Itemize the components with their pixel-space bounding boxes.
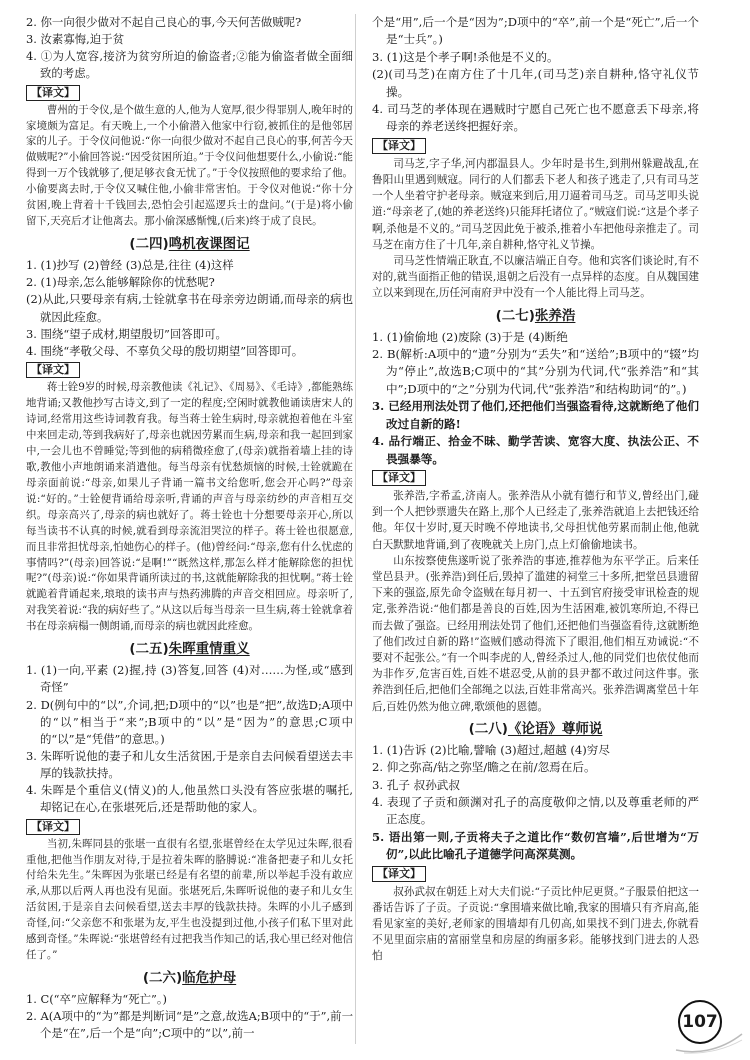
- translation-tag: 【译文】: [372, 470, 426, 486]
- answer-item: 4. 表现了子贡和颜渊对孔子的高度敬仰之情,以及尊重老师的严正态度。: [372, 794, 699, 827]
- translation-tag-row: [372, 468, 699, 488]
- answer-item: 1. (1)抄写 (2)曾经 (3)总是,往往 (4)这样: [26, 258, 234, 273]
- translation-tag-row: [26, 83, 353, 103]
- answer-item: 1. C(“卒”应解释为“死亡”。): [26, 992, 168, 1007]
- answer-item: 4. 围绕“孝敬父母、不辜负父母的殷切期望”回答即可。: [26, 343, 304, 358]
- answer-item: (2)从此,只要母亲有病,士铨就拿书在母亲旁边朗诵,而母亲的病也就因此痊愈。: [26, 292, 353, 324]
- answer-item: 4. ①为人宽容,接济为贫穷所迫的偷盗者;②能为偷盗者做全面细致的考虑。: [26, 49, 353, 81]
- section-title: 《论语》尊师说: [507, 720, 603, 737]
- section-title: 朱晖重情重义: [168, 641, 250, 658]
- translation-paragraph: 叔孙武叔在朝廷上对大夫们说:“子贡比仲尼更贤。”子服景伯把这一番话告诉了子贡。子贡说:“拿围墙来做比喻,我家的围墙只有齐肩高,能看见家室的美好,老师家的围墙却有几仞高,如果找不到门进去,你就看不见里面宗庙的富丽堂皇和房屋的绚丽多彩。能够找到门进去的人恐怕: [372, 885, 699, 963]
- translation-tag: 【译文】: [372, 866, 426, 882]
- column-divider: [355, 14, 356, 1044]
- translation-tag-row: [372, 136, 699, 156]
- answer-item: 4. 品行端正、拾金不昧、勤学苦读、宽容大度、执法公正、不畏强暴等。: [372, 434, 699, 466]
- translation-tag: 【译文】: [26, 85, 80, 101]
- answer-item: 3. 朱晖听说他的妻子和儿女生活贫困,于是亲自去问候看望送去丰厚的钱款扶持。: [26, 748, 353, 781]
- section-heading: [372, 306, 699, 326]
- translation-paragraph: 蒋士铨9岁的时候,母亲教他读《礼记》、《周易》、《毛诗》,都能熟练地背诵;又教他抄写古诗文,到了一定的程度;空闲时就教他诵读唐宋人的诗词,经常用这些诗词教育我。每当蒋士铨生病时,母亲就抱着他在斗室中来回走动,等到我病好了,母亲也就因劳累而生病,母亲和我一起回到家中,一会儿也不曾睡觉;等到他的病稍微痊愈了,(母亲)就指着墙上挂的诗歌,教他小声地朗诵来消遣他。每当母亲有忧愁烦恼的时候,士铨就跪在母亲面前说:“母亲,如果儿子背诵一篇书文给您听,您会开心吗?”母亲说:“好的。”士铨便背诵给母亲听,背诵的声音与母亲纺纱的声音相互交织。母亲高兴了,母亲的病也就好了。蒋士铨也十分想要母亲开心,所以每当读书不认真的时候,就看到母亲流泪哭泣的样子。蒋士铨也很愿意,而且非常担忧母亲,怕她伤心的样子。(他)曾经问:“母亲,您有什么忧虑的事情吗?”(母亲)回答说:“是啊!”“既然这样,那怎么样才能解除您的担忧呢?”(母亲)说:“你如果背诵所读过的书,这就能解除我的担忧啊。”蒋士铨就跪着背诵起来,琅琅的读书声与热药沸腾的声音交相回应。母亲听了,对我笑着说:“我的病好些了。”从这以后每当母亲一旦生病,蒋士铨就拿着书在母亲病榻一侧朗诵,而母亲的病也就因此痊愈。: [26, 381, 353, 633]
- section-heading: [372, 719, 699, 739]
- answer-item: 3. (1)这是个孝子啊!杀他是不义的。: [372, 49, 559, 64]
- section-title: 鸣机夜课图记: [168, 236, 250, 253]
- section-number: (二六): [142, 970, 183, 987]
- answer-item: 1. (1)偷偷地 (2)废除 (3)于是 (4)断绝: [372, 329, 568, 344]
- section-heading: [26, 639, 353, 659]
- answer-item: 3. 围绕“望子成材,期望殷切”回答即可。: [26, 326, 227, 341]
- translation-tag: 【译文】: [372, 138, 426, 154]
- translation-paragraph: 当初,朱晖同县的张堪一直很有名望,张堪曾经在太学见过朱晖,很看重他,把他当作朋友对待,于是拉着朱晖的胳膊说:“准备把妻子和儿女托付给朱先生。”朱晖因为张堪已经是有名望的前辈,所以举起手没有敢应承,从那以后两人再也没有见面。张堪死后,朱晖听说他的妻子和儿女生活贫困,于是亲自去问候看望,送去丰厚的钱款扶持。朱晖的小儿子感到奇怪,问:“父亲您不和张堪为友,平生也没提到过他,小孩子们私下里对此感到奇怪。”朱晖说:“张堪曾经有过把我当作知己的话,我心里已经对他信任了。”: [26, 837, 353, 962]
- translation-tag-row: [372, 864, 699, 884]
- translation-paragraph: 山东按察使焦遂听说了张养浩的事迹,推荐他为东平学正。后来任堂邑县尹。(张养浩)到任后,毁掉了滥建的祠堂三十多所,把堂邑县遗留下来的强盗,原先命令盗贼在每月初一、十五到官府接受审讯检查的规定,张养浩说:“他们都是善良的百姓,因为生活困难,被饥寒所迫,不得已而去做了强盗。已经用刑法处罚了他们,还把他们当强盗看待,这就断绝了他们改过自新的路!”盗贼们感动得流下了眼泪,他们相互劝诫说:“不要对不起张公。”有一个叫李虎的人,曾经杀过人,他的同党们也依仗他而为非作歹,危害百姓,百姓不堪忍受,从前的县尹都不敢过问这件事。张养浩到任后,把他们全部绳之以法,百姓非常高兴。张养浩调离堂邑十年后,百姓仍然为他立碑,歌颂他的恩德。: [372, 554, 699, 713]
- answer-item: 2. (1)母亲,怎么能够解除你的忧愁呢?: [26, 275, 215, 290]
- answer-item: 3. 汝素寡悔,迫于贫: [26, 32, 124, 47]
- translation-paragraph: 曹州的于令仪,是个做生意的人,他为人宽厚,很少得罪别人,晚年时的家境颇为富足。有天晚上,一个小偷潜入他家中行窃,被抓住的是他邻居家的儿子。于令仪问他说:“你一向很少做对不起自己良心的事,何苦今天做贼呢?”小偷回答说:“因受贫困所迫。”于令仪问他想要什么,小偷说:“能得到一万个钱就够了,便足够衣食无忧了。”于令仪按照他的要求给了他。小偷要离去时,于令仪又喊住他,小偷非常害怕。于令仪对他说:“你十分贫困,晚上背着十千钱回去,恐怕会引起巡逻兵士的盘问。”(于是)将小偷留下,天亮后才让他离去。那小偷深感惭愧,(后来)终于成了良民。: [26, 103, 353, 228]
- answer-item: 2. D(例句中的“以”,介词,把;D项中的“以”也是“把”,故选D;A项中的“以”相当于“来”;B项中的“以”是“因为”的意思;C项中的“以”是“凭借”的意思。): [26, 697, 353, 746]
- answer-item: 3. 孔子 叔孙武叔: [372, 777, 460, 792]
- answer-item: (2)(司马芝)在南方住了十几年,(司马芝)亲自耕种,恪守礼仪节操。: [372, 67, 699, 99]
- answer-item: 2. 仰之弥高/钻之弥坚/瞻之在前/忽焉在后。: [372, 760, 596, 775]
- answer-item: 4. 朱晖是个重信义(情义)的人,他虽然口头没有答应张堪的嘱托,却铭记在心,在张堪死后,还是帮助他的家人。: [26, 783, 353, 815]
- section-heading: [26, 234, 353, 254]
- answer-item: 2. B(解析:A项中的“遗”分别为“丢失”和“送给”;B项中的“辍”均为“停止”,故选B;C项中的“其”分别为代词,代“张养浩”和“其中”;D项中的“之”分别为代词,代“张养浩”和结构助词“的”。): [372, 347, 699, 396]
- translation-tag: 【译文】: [26, 362, 80, 378]
- section-number: (二四): [129, 236, 169, 253]
- translation-tag: 【译文】: [26, 819, 80, 835]
- section-title: 张养浩: [534, 307, 576, 324]
- translation-paragraph: 司马芝,字子华,河内郡温县人。少年时是书生,到荆州躲避战乱,在鲁阳山里遇到贼寇。同行的人们都丢下老人和孩子逃走了,只有司马芝一个人坐着守护老母亲。贼寇来到后,用刀逼着司马芝。司马芝叩头说道:“母亲老了,(她的养老送终)只能拜托诸位了。”贼寇们说:“这是个孝子啊,杀他是不义的。”司马芝因此免于被杀,推着小车把他母亲推走了。司马芝在南方住了十几年,亲自耕种,恪守礼义节操。: [372, 157, 699, 251]
- translation-paragraph: 司马芝性情端正耿直,不以廉洁端正自夸。他和宾客们谈论时,有不对的,就当面指正他的错误,退朝之后没有一点异样的态度。自从魏国建立以来到现在,历任河南府尹中没有一个人能比得上司马芝。: [372, 255, 699, 300]
- answer-item: 4. 司马芝的孝体现在遇贼时宁愿自己死亡也不愿意丢下母亲,将母亲的养老送终把握好亲。: [372, 102, 699, 134]
- right-column: [372, 14, 699, 965]
- answer-item: 个是“用”,后一个是“因为”;D项中的“卒”,前一个是“死亡”,后一个是“士兵”。): [372, 15, 699, 47]
- translation-paragraph: 张养浩,字希孟,济南人。张养浩从小就有德行和节义,曾经出门,碰到一个人把钞票遗失在路上,那个人已经走了,张养浩就追上去把钱还给他。年仅十岁时,夏天时晚不停地读书,父母担忧他劳累而制止他,他就白天默默地背诵,到了夜晚就关上房门,点上灯偷偷地读书。: [372, 489, 699, 551]
- answer-item: 5. 语出第一则,子贡将夫子之道比作“数仞宫墙”,后世增为“万仞”,以此比喻孔子道德学问高深莫测。: [372, 829, 699, 862]
- section-number: (二七): [495, 307, 535, 324]
- translation-tag-row: [26, 360, 353, 380]
- answer-item: 2. 你一向很少做对不起自己良心的事,今天何苦做贼呢?: [26, 15, 302, 29]
- answer-item: 1. (1)一向,平素 (2)握,持 (3)答复,回答 (4)对……为怪,或“感到奇怪”: [26, 663, 353, 695]
- answer-item: 2. A(A项中的“为”都是判断词“是”之意,故选A;B项中的“于”,前一个是“在”,后一个是“向”;C项中的“以”,前一: [26, 1009, 353, 1041]
- section-number: (二八): [468, 720, 508, 737]
- answer-item: 3. 已经用刑法处罚了他们,还把他们当强盗看待,这就断绝了他们改过自新的路!: [372, 399, 699, 431]
- left-column: [26, 14, 353, 1043]
- section-heading: [26, 968, 353, 988]
- answer-item: 1. (1)告诉 (2)比喻,譬喻 (3)超过,超越 (4)穷尽: [372, 742, 610, 757]
- translation-tag-row: [26, 817, 353, 837]
- page-number: 107: [678, 1000, 722, 1044]
- section-title: 临危护母: [182, 970, 237, 987]
- page-number-badge: [678, 996, 744, 1054]
- section-number: (二五): [129, 641, 169, 658]
